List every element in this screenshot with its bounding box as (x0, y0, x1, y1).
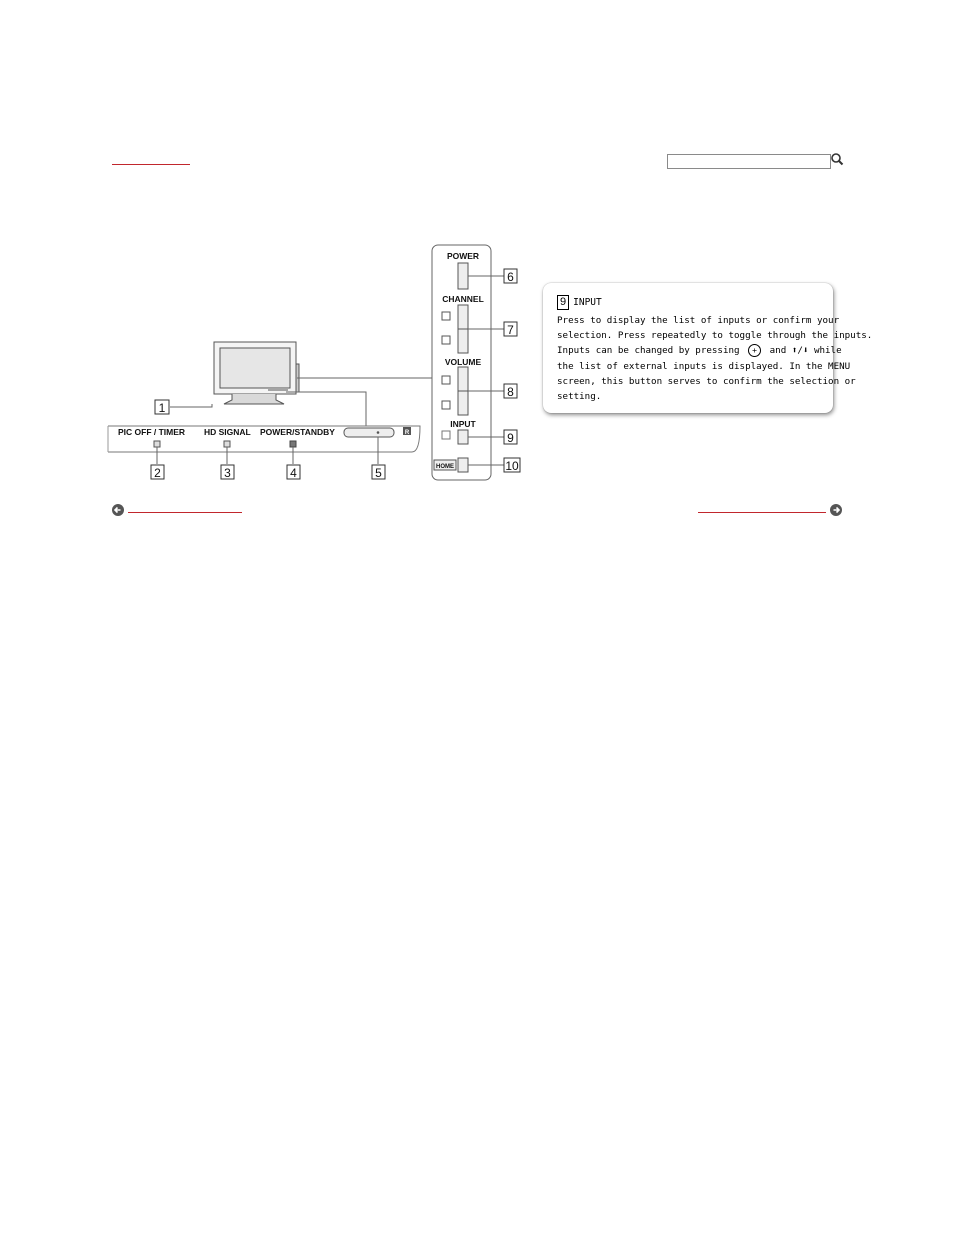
tooltip-line-3c: while (813, 345, 842, 357)
tooltip-line-3 (557, 343, 842, 358)
tooltip-line-5: screen, this button serves to confirm the selection or (557, 375, 856, 387)
callout-3: 3 (224, 466, 231, 480)
tooltip-line-4: the list of external inputs is displayed. In the MENU (557, 360, 851, 372)
tooltip-title: INPUT (573, 297, 602, 308)
top-link[interactable] (112, 164, 190, 165)
tooltip-line-3a: Inputs can be changed by pressing (557, 345, 740, 357)
previous-link[interactable] (128, 512, 242, 513)
search-input[interactable] (667, 154, 831, 169)
label-remote-marker: R (404, 430, 410, 436)
label-home: HOME (436, 464, 454, 470)
next-link[interactable] (698, 512, 826, 513)
label-power-standby: POWER/STANDBY (260, 427, 335, 437)
callout-5: 5 (375, 466, 382, 480)
label-volume: VOLUME (444, 357, 482, 367)
label-pic-off-timer: PIC OFF / TIMER (118, 427, 186, 437)
label-hd-signal: HD SIGNAL (204, 427, 251, 437)
callout-7: 7 (507, 323, 514, 337)
callout-10: 10 (505, 459, 519, 473)
search-icon[interactable] (829, 151, 845, 167)
callout-6: 6 (507, 270, 514, 284)
tooltip-line-3b: and (769, 345, 787, 357)
input-tooltip-card (543, 283, 873, 413)
circle-plus-icon: + (748, 344, 761, 357)
tooltip-number: 9 (557, 295, 569, 310)
callout-8: 8 (507, 385, 514, 399)
tv-controls-diagram (100, 240, 530, 490)
tooltip-line-1: Press to display the list of inputs or confirm your (557, 315, 840, 326)
label-input: INPUT (450, 419, 476, 429)
tooltip-line-6: setting. (557, 391, 602, 403)
tooltip-header (557, 295, 602, 310)
callout-1: 1 (158, 401, 166, 415)
previous-arrow-icon[interactable] (111, 503, 125, 517)
up-down-arrows-icon: ⬆/⬇ (791, 345, 809, 357)
next-arrow-icon[interactable] (829, 503, 843, 517)
label-channel: CHANNEL (442, 294, 484, 304)
tooltip-body (557, 313, 873, 404)
tooltip-line-2: selection. Press repeatedly to toggle through the inputs. (557, 330, 873, 342)
label-power: POWER (446, 251, 480, 261)
callout-4: 4 (290, 466, 297, 480)
callout-9: 9 (507, 431, 514, 445)
tv-illustration (214, 342, 299, 404)
callout-2: 2 (154, 466, 161, 480)
